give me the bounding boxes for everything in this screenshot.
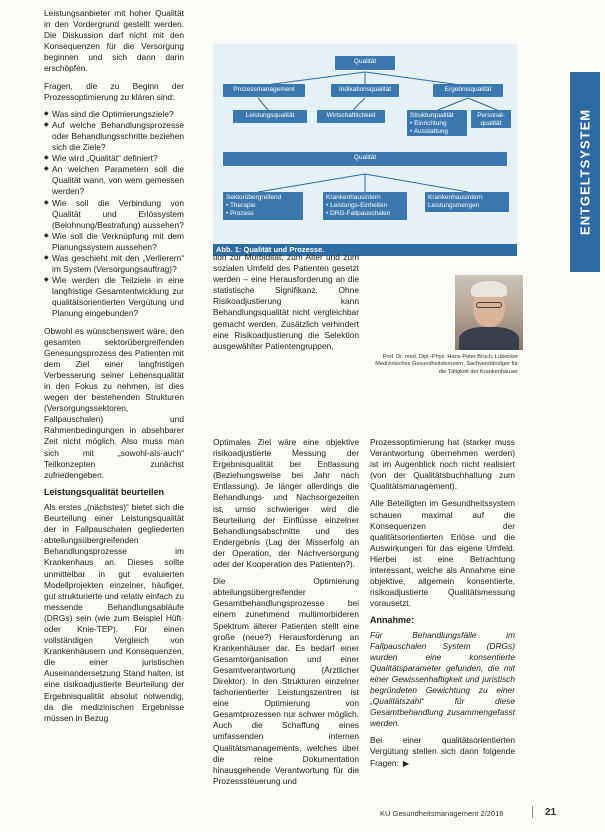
section-tab-label: ENTGELTSYSTEM	[577, 108, 593, 236]
question-list	[44, 109, 184, 320]
paragraph: Obwohl es wünschenswert wäre, den gesamten sektorübergreifenden Genesungsprozess des Patienten mit dem Ziel einer langfristigen Verbesserung seiner Lebensqualität in den Fokus zu nehmen, ist dies wegen der bestehenden Strukturen (Versorgungssektoren, Fallpauschalen) und Rahmenbedingungen in absehbarer Zeit nicht möglich. Also muss man sich mit „sowohl-als-auch“ Teilkonzepten zunächst zufriedengeben.	[44, 325, 184, 480]
paragraph-text: Bei einer qualitätsorientierten Vergütung stellen sich dann folgende Fragen:	[370, 735, 515, 768]
diagram-node-top: Qualität	[335, 56, 395, 70]
section-tab	[570, 72, 600, 272]
paragraph: Fragen, die zu Beginn der Prozessoptimierung zu klären sind:	[44, 80, 184, 102]
paragraph: Prozessoptimierung hat (starker muss Verantwortung übernehmen werden) ist im Augenblick noch nicht realisiert (von der Qualitätsbuchhaltung zum Qualitätsmanagement).	[370, 437, 515, 492]
diagram-node: Leistungsqualität	[233, 110, 307, 123]
paragraph: Als erstes „(nächstes)“ bietet sich die Beurteilung einer Leistungsqualität der in Fallpauschalen gegliederten abteilungsübergreifenden Behandlungsprozesse im Krankenhaus an. Dieses sollte unmittelbar in gut evaluierten Modellprojekten einzelner, häufiger, gut strukturierte und relativ einfach zu messende Behandlungsabläufe (DRGs) sein (wie zum Beispiel Hüft- oder Knie-TEP). Für einen vollständigen Vergleich von Krankenhäusern und Konsequenzen, die einer juristischen Auseinandersetzung Stand halten, ist eine risikoadjustierte Beurteilung der Ergebnisqualität absolut notwendig, da die medizinischen Ergebnisse müssen in Bezug	[44, 501, 184, 723]
list-item: ◆ Auf welche Behandlungsprozesse oder Behandlungsschritte beziehen sich die Ziele?	[44, 120, 184, 153]
list-item: ◆ Was sind die Optimierungsziele?	[44, 109, 184, 120]
annahme-label: Annahme:	[370, 615, 415, 626]
paragraph: Alle Beteiligten im Gesundheitssystem schauen maximal auf die Konsequenzen der qualitätsorientierten Erlöse und die Auswirkungen für das eigene Umfeld. Hierbei ist eine Betrachtung interessant, welche als Annahme eine objektive, allgemein konsentierte, risikoadjustierte Qualitätsmessung vorausetzt.	[370, 498, 515, 609]
list-item: ◆ Was geschieht mit den „Verlierern“ im System (Versorgungsauftrag)?	[44, 253, 184, 275]
diagram-node: Sektorübergreifend • Therapie • Prozess	[223, 192, 303, 220]
paragraph	[370, 735, 515, 768]
publication-name: KU Gesundheitsmanagement 2/2016	[380, 809, 504, 818]
diagram-node: Indikationsqualität	[331, 84, 399, 97]
quality-diagram	[213, 44, 517, 244]
paragraph: tion zur Morbidität, zum Alter und zum sozialen Umfeld des Patienten gesetzt werden – eine Herausforderung an die statistische Signifikanz. Ohne Risikoadjustierung kann Behandlungsqualität nicht vergleichbar gemacht werden. Zusätzlich verhindert eine Risikoadjustierung die Selektion ausgewählter Patientengruppen.	[213, 252, 359, 351]
footer-divider	[532, 806, 533, 818]
diagram-node: Personal- qualität	[471, 110, 511, 128]
paragraph: Leistungsanbieter mit hoher Qualität in den Vordergrund gestellt werden. Die Diskussion darf nicht mit den Konsequenzen für die Versorgung beginnen und sich dann darin erschöpfen.	[44, 8, 184, 74]
diagram-node: Krankenhausintern • Leistungs-Einheiten • DRG-Fallpauschalen	[323, 192, 407, 220]
figure-caption: Abb. 1: Qualität und Prozesse.	[213, 244, 517, 256]
diagram-node: Krankenhausintern Leistungsmengen	[425, 192, 509, 212]
column-2	[213, 437, 359, 793]
column-1	[44, 8, 184, 730]
column-3	[370, 437, 515, 775]
page-number: 21	[545, 807, 557, 818]
diagram-node: Strukturqualität • Einrichtung • Ausstattung	[407, 110, 467, 136]
diagram-node-middle: Qualität	[223, 152, 507, 166]
column-2-top	[213, 252, 359, 358]
section-heading: Leistungsqualität beurteilen	[44, 486, 165, 497]
list-item: ◆ Wie wird „Qualität“ definiert?	[44, 153, 184, 164]
list-item: ◆ Wie werden die Teilziele in eine langfristige Gesamtentwicklung zur qualitätsorientierten Vergütung und Planung eingebunden?	[44, 275, 184, 319]
paragraph: Optimales Ziel wäre eine objektive risikoadjustierte Messung der Ergebnisqualität bei Entlassung (Beziehungsweise bei Jahr nach Entlassung). Je länger allerdings die Behandlungs- und Nachsorgezeiten ist, umso schwieriger wird die Beurteilung der Einflüsse einzelner Behandlungsabschnitte und des Endergebnis (Lag der Misserfolg an der Operation, der Nachversorgung oder der Kooperation des Patienten?).	[213, 437, 359, 570]
photo-caption: Prof. Dr. med. Dipl.-Phys. Hans-Peter Bruch, Lübecker Medizinisches Gesundheitskonzern, Sachverständiger für die Tätigkeit der Krankenhäuser	[375, 354, 518, 375]
author-photo	[455, 275, 523, 350]
list-item: ◆ Wie soll die Verbindung von Qualität und Erlössystem (Belohnung/Bestrafung) aussehen?	[44, 198, 184, 231]
annahme-text: Für Behandlungsfälle im Fallpauschalen System (DRGs) wurden eine konsentierte Qualitätsparameter gefunden, die mit einer Gewissenhaftigkeit und juristisch begründeten Gewichtung zu einer „Qualitätszahl“ für diese Gesamtbehandlung zusammengefasst werden.	[370, 629, 515, 729]
list-item: ◆ Wie soll die Verknüpfung mit dem Planungssystem aussehen?	[44, 231, 184, 253]
diagram-node: Wirtschaftlichkeit	[317, 110, 385, 123]
list-item: ◆ An welchen Parametern soll die Qualität wann, von wem gemessen werden?	[44, 164, 184, 197]
paragraph: Die Optimierung abteilungsübergreifender Gesamtbehandlungsprozesse bei einem zunehmend multimorbideren Spektrum älterer Patienten stellt eine große (neue?) Herausforderung an Krankenhäuser dar. Es bedarf einer Gesamtorganisation und einer Gesamtverantwortung (Ärztlicher Direktor). In den Strukturen einzelner fachorientierter Leistungszentren ist eine Optimierung von Gesamtprozessen nur schwer möglich. Auch die Schaffung eines umfassenden internen Qualitätsmanagements, welches über die reine Dokumentation hinausgehende Verantwortung für die Prozesssteuerung und	[213, 576, 359, 786]
continue-arrow-icon: ▶	[402, 758, 410, 768]
diagram-node: Ergebnisqualität	[433, 84, 503, 97]
diagram-node: Prozessmanagement	[223, 84, 305, 97]
